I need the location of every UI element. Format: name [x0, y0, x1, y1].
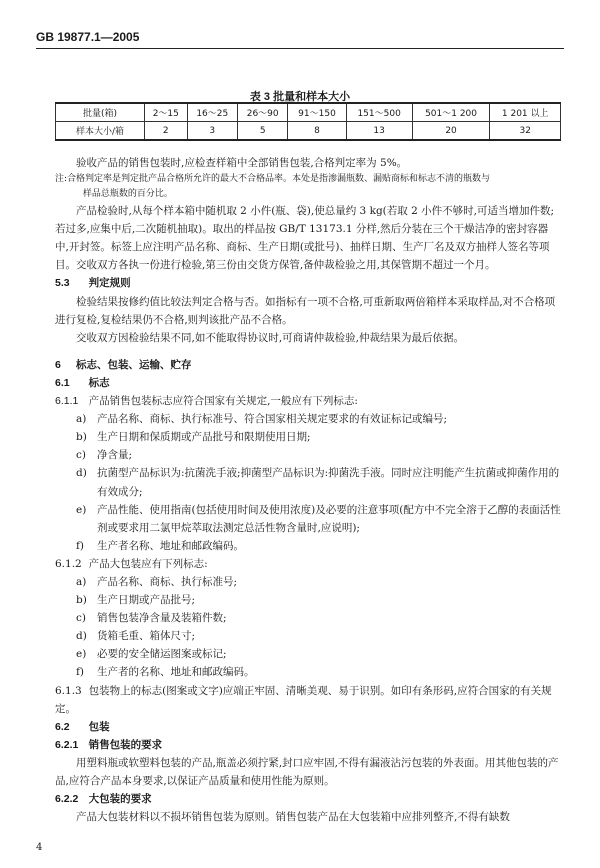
paragraph: 产品大包装材料以不损坏销售包装为原则。销售包装产品在大包装箱中应排列整齐,不得有缺数: [76, 811, 510, 824]
table-cell: 1 201 以上: [490, 103, 561, 122]
page-number: 4: [36, 842, 43, 853]
row-header-sample: 样本大小/箱: [56, 122, 145, 141]
section-heading: 6.1 标志: [55, 376, 110, 389]
list-item: f) 生产者名称、地址和邮政编码。: [76, 539, 244, 552]
section-heading: 6.2 包装: [55, 720, 110, 733]
list-item: a) 产品名称、商标、执行标准号、符合国家相关规定要求的有效证标记或编号;: [76, 413, 448, 426]
list-item: e) 必要的安全储运图案或标记;: [76, 648, 227, 661]
table-cell: 16～25: [187, 103, 237, 122]
subsection-heading: 6.1.1 产品销售包装标志应符合国家有关规定,一般应有下列标志:: [55, 395, 358, 408]
table-cell: 5: [237, 122, 287, 141]
list-item: c) 净含量;: [76, 449, 133, 462]
table-title: 表 3 批量和样本大小: [249, 91, 351, 103]
standard-header: GB 19877.1—2005: [36, 30, 140, 44]
table-cell: 20: [412, 122, 490, 141]
lot-sample-table: [55, 102, 561, 141]
table-cell: 2～15: [145, 103, 188, 122]
list-item: b) 生产日期和保质期或产品批号和限期使用日期;: [76, 431, 311, 444]
row-header-lot: 批量(箱): [56, 103, 145, 122]
list-item: c) 销售包装净含量及装箱件数;: [76, 612, 227, 625]
paragraph: 检验结果按修约值比较法判定合格与否。如指标有一项不合格,可重新取两倍箱样本采取样品,对不合格项进行复检,复检结果仍不合格,则判该批产品不合格。: [55, 295, 556, 326]
table-cell: 8: [288, 122, 346, 141]
table-row: [56, 103, 561, 122]
table-cell: 2: [145, 122, 188, 141]
table-cell: 151～500: [346, 103, 412, 122]
subsection-heading: 6.2.2 大包装的要求: [55, 793, 152, 806]
table-cell: 32: [490, 122, 561, 141]
list-item: d) 货箱毛重、箱体尺寸;: [76, 630, 196, 643]
table-cell: 3: [187, 122, 237, 141]
document-body: [55, 154, 561, 826]
section-heading: 5.3 判定规则: [55, 277, 131, 290]
table-note: [55, 172, 561, 202]
table-row: [56, 122, 561, 141]
chapter-heading: 6 标志、包装、运输、贮存: [55, 358, 192, 371]
list-item: a) 产品名称、商标、执行标准号;: [76, 575, 238, 588]
note-line: 注:合格判定率是判定批产品合格所允许的最大不合格品率。本处是指渗漏瓶数、漏贴商标和标志不清的瓶数与: [55, 174, 491, 185]
list-item: d) 抗菌型产品标识为:抗菌洗手液;抑菌型产品标识为:抑菌洗手液。同时应注明能产生抗菌或抑菌作用的有效成分;: [76, 467, 560, 498]
paragraph: 用塑料瓶或软塑料包装的产品,瓶盖必须拧紧,封口应牢固,不得有漏液沾污包装的外表面。用其他包装的产品,应符合产品本身要求,以保证产品质量和使用性能为原则。: [55, 756, 559, 787]
table-cell: 91～150: [288, 103, 346, 122]
list-item: b) 生产日期或产品批号;: [76, 594, 196, 607]
subsection-heading: 6.2.1 销售包装的要求: [55, 738, 163, 751]
list-item: f) 生产者的名称、地址和邮政编码。: [76, 666, 255, 679]
paragraph: 验收产品的销售包装时,应检查样箱中全部销售包装,合格判定率为 5%。: [76, 157, 408, 169]
list-item: e) 产品性能、使用指南(包括使用时间及使用浓度)及必要的注意事项(配方中不完全溶于乙醇的表面活性剂或要求用二氯甲烷萃取法测定总活性物含量时,应说明);: [76, 503, 561, 534]
note-line: 样品总瓶数的百分比。: [82, 189, 173, 200]
table-cell: 26～90: [237, 103, 287, 122]
table-cell: 501～1 200: [412, 103, 490, 122]
table-cell: 13: [346, 122, 412, 141]
paragraph: 产品检验时,从每个样本箱中随机取 2 小件(瓶、袋),使总量约 3 kg(若取 2 小件不够时,可适当增加件数;若过多,应集中后,二次随机抽取)。取出的样品按 GB/T 13173.1 分样,然后分装在三个干燥洁净的密封容器中,开封签。标签上应注明产品名称、商标、生产日期(或批号)、抽样日期、生产厂名及双方抽样人签名等项目。交收双方各执一份进行检验,第三份由交货方保管,备仲裁检验之用,其保管期不超过一个月。: [55, 205, 554, 272]
subsection-paragraph: 6.1.3 包装物上的标志(图案或文字)应端正牢固、清晰美观、易于识别。如印有条形码,应符合国家的有关规定。: [55, 684, 552, 715]
header-rule: [36, 48, 564, 49]
paragraph: 交收双方因检验结果不同,如不能取得协议时,可商请仲裁检验,仲裁结果为最后依据。: [76, 331, 465, 344]
subsection-heading: 6.1.2 产品大包装应有下列标志:: [55, 557, 208, 570]
